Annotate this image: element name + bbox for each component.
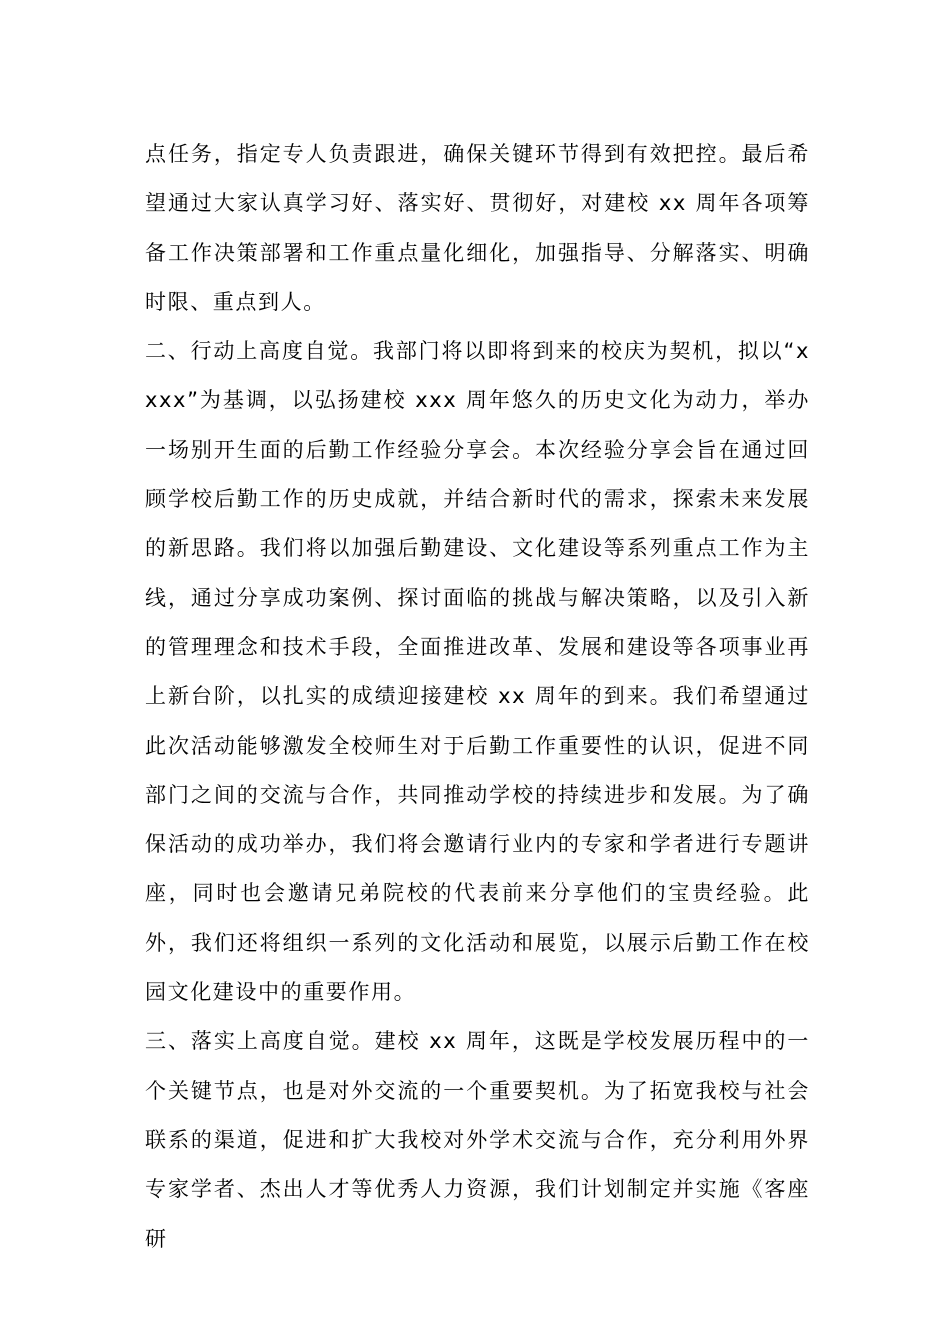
document-body: [145, 130, 810, 1264]
paragraph-section-three: 三、落实上高度自觉。建校 xx 周年，这既是学校发展历程中的一个关键节点，也是对外交流的一个重要契机。为了拓宽我校与社会联系的渠道，促进和扩大我校对外学术交流与合作，充分利用外界专家学者、杰出人才等优秀人力资源，我们计划制定并实施《客座研: [145, 1029, 810, 1251]
paragraph-section-two: 二、行动上高度自觉。我部门将以即将到来的校庆为契机，拟以“xxxx”为基调，以弘扬建校 xxx 周年悠久的历史文化为动力，举办一场别开生面的后勤工作经验分享会。本次经验分享会旨在通过回顾学校后勤工作的历史成就，并结合新时代的需求，探索未来发展的新思路。我们将以加强后勤建设、文化建设等系列重点工作为主线，通过分享成功案例、探讨面临的挑战与解决策略，以及引入新的管理理念和技术手段，全面推进改革、发展和建设等各项事业再上新台阶，以扎实的成绩迎接建校 xx 周年的到来。我们希望通过此次活动能够激发全校师生对于后勤工作重要性的认识，促进不同部门之间的交流与合作，共同推动学校的持续进步和发展。为了确保活动的成功举办，我们将会邀请行业内的专家和学者进行专题讲座，同时也会邀请兄弟院校的代表前来分享他们的宝贵经验。此外，我们还将组织一系列的文化活动和展览，以展示后勤工作在校园文化建设中的重要作用。: [145, 339, 810, 1005]
paragraph-continuation: 点任务，指定专人负责跟进，确保关键环节得到有效把控。最后希望通过大家认真学习好、落实好、贯彻好，对建校 xx 周年各项筹备工作决策部署和工作重点量化细化，加强指导、分解落实、明确时限、重点到人。: [145, 142, 810, 314]
